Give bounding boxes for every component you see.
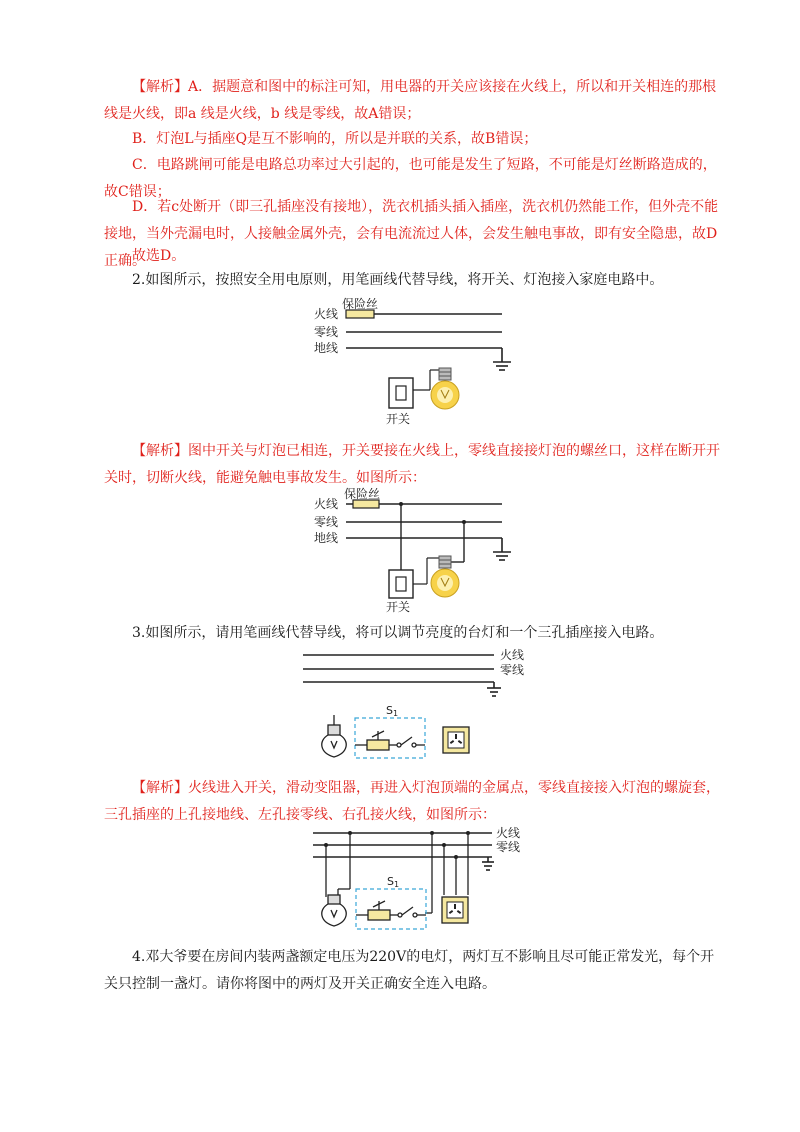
bulb-icon <box>431 368 459 409</box>
analysis-1-d: D．若c处断开（即三孔插座没有接地），洗衣机插头插入插座，洗衣机仍然能工作，但外壳不能接地，当外壳漏电时，人接触金属外壳，会有电流流过人体，会发生触电事故，即有安全隐患，故D正确。 <box>104 199 719 269</box>
fuse-label: 保险丝 <box>344 487 381 501</box>
neutral-wire-label: 零线 <box>314 325 339 339</box>
analysis-2: 【解析】图中开关与灯泡已相连，开关要接在火线上，零线直接接灯泡的螺丝口，这样在断开开关时，切断火线，能避免触电事故发生。如图所示： <box>104 443 720 486</box>
live-wire-label: 火线 <box>314 497 339 511</box>
lamp-icon <box>322 895 347 926</box>
neutral-wire-label: 零线 <box>314 515 339 529</box>
analysis-1-c: C．电路跳闸可能是电路总功率过大引起的，也可能是发生了短路，不可能是灯丝断路造成的，故C错误； <box>104 157 717 200</box>
analysis-3: 【解析】火线进入开关，滑动变阻器，再进入灯泡顶端的金属点，零线直接接入灯泡的螺旋套，三孔插座的上孔接地线、左孔接零线、右孔接火线，如图所示： <box>104 780 720 823</box>
s1-label: S1 <box>387 875 400 889</box>
analysis-1-answer: 故选D。 <box>132 248 186 264</box>
three-hole-socket-icon <box>442 897 468 923</box>
analysis-1-a: 【解析】A．据题意和图中的标注可知，用电器的开关应该接在火线上，所以和开关相连的那根线是火线，即a 线是火线，b 线是零线，故A错误； <box>104 79 717 122</box>
live-wire-label: 火线 <box>496 826 521 840</box>
lamp-icon <box>322 715 347 757</box>
analysis-tag: 【解析】 <box>132 443 188 459</box>
live-wire-label: 火线 <box>314 307 339 321</box>
s1-label: S1 <box>386 704 399 718</box>
figure-analysis-3-circuit <box>0 825 800 935</box>
fuse <box>353 500 379 508</box>
three-hole-socket-icon <box>443 727 469 753</box>
switch-s1-box <box>356 889 426 929</box>
switch-label: 开关 <box>386 600 411 614</box>
ground-wire-label: 地线 <box>314 531 339 545</box>
neutral-wire-label: 零线 <box>496 840 521 854</box>
fuse-label: 保险丝 <box>342 297 379 311</box>
fuse <box>346 310 374 318</box>
question-4: 4.邓大爷要在房间内装两盏额定电压为220V的电灯，两灯互不影响且尽可能正常发光，每个开关只控制一盏灯。请你将图中的两灯及开关正确安全连入电路。 <box>104 949 715 992</box>
live-wire-label: 火线 <box>500 648 525 662</box>
analysis-tag: 【解析】 <box>132 780 188 796</box>
switch-label: 开关 <box>386 412 411 426</box>
analysis-1-b: B．灯泡L与插座Q是互不影响的，所以是并联的关系，故B错误； <box>132 131 538 147</box>
analysis-tag: 【解析】 <box>132 79 188 95</box>
neutral-wire-label: 零线 <box>500 663 525 677</box>
question-2: 2.如图所示，按照安全用电原则，用笔画线代替导线，将开关、灯泡接入家庭电路中。 <box>132 272 664 288</box>
figure-q3-circuit <box>0 645 800 765</box>
ground-wire-label: 地线 <box>314 341 339 355</box>
figure-q2-circuit <box>0 290 800 440</box>
question-3: 3.如图所示，请用笔画线代替导线，将可以调节亮度的台灯和一个三孔插座接入电路。 <box>132 625 664 641</box>
figure-analysis-2-circuit <box>0 480 800 630</box>
switch-s1-box <box>355 718 425 758</box>
